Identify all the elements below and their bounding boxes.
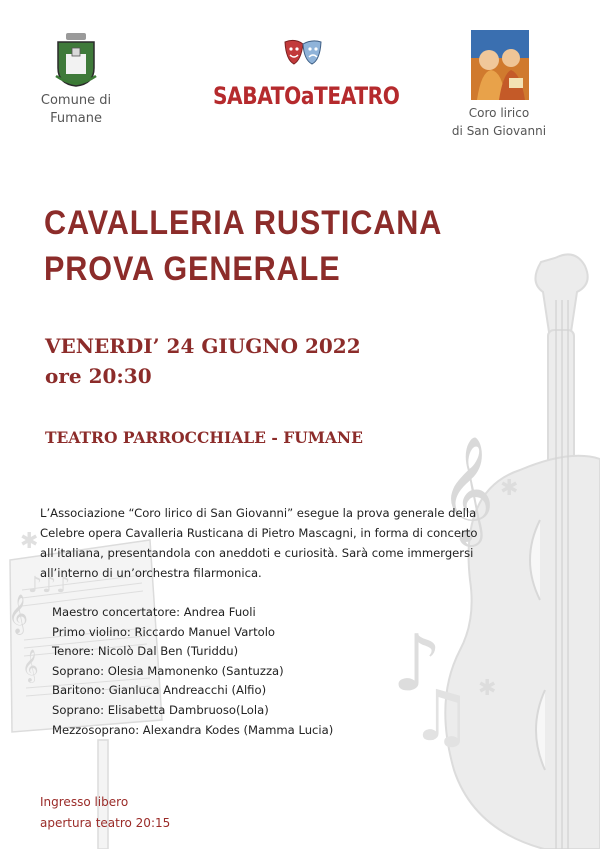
event-title-line1: CAVALLERIA RUSTICANA xyxy=(44,204,443,242)
coro-label xyxy=(440,104,558,140)
event-title-line2: PROVA GENERALE xyxy=(44,250,341,288)
svg-text:𝄞: 𝄞 xyxy=(440,435,495,542)
event-date: VENERDI’ 24 GIUGNO 2022 xyxy=(45,334,361,358)
description-line: Celebre opera Cavalleria Rusticana di Pietro Mascagni, in forma di concerto xyxy=(40,526,478,540)
description-line: all’interno di un’orchestra filarmonica. xyxy=(40,566,262,580)
description-line: all’italiana, presentandola con aneddoti e curiosità. Sarà come immergersi xyxy=(40,546,474,560)
svg-text:✱: ✱ xyxy=(500,476,519,501)
theater-masks-icon xyxy=(281,38,325,68)
brand-title: SABATOaTEATRO xyxy=(212,82,400,110)
entry-free: Ingresso libero xyxy=(40,795,129,809)
svg-text:♪♪♪: ♪♪♪ xyxy=(28,573,71,598)
svg-text:✱: ✱ xyxy=(20,529,39,554)
event-title xyxy=(44,200,530,292)
event-venue: TEATRO PARROCCHIALE - FUMANE xyxy=(45,428,363,447)
svg-text:𝄞: 𝄞 xyxy=(8,594,29,634)
cast-item: Maestro concertatore: Andrea Fuoli xyxy=(52,605,256,619)
cast-item: Primo violino: Riccardo Manuel Vartolo xyxy=(52,624,276,639)
cast-item: Mezzosoprano: Alexandra Kodes (Mamma Lucia) xyxy=(52,722,334,737)
cast-item: Baritono: Gianluca Andreacchi (Alfio) xyxy=(52,683,267,698)
svg-text:♪: ♪ xyxy=(392,619,442,709)
comune-label xyxy=(28,92,124,128)
comune-label-line2: Fumane xyxy=(50,111,102,126)
comune-crest-logo xyxy=(52,32,100,88)
event-datetime xyxy=(45,331,445,391)
event-time: ore 20:30 xyxy=(45,364,152,388)
cast-list xyxy=(52,603,412,740)
svg-text:✱: ✱ xyxy=(478,676,497,701)
cast-item: Soprano: Olesia Mamonenko (Santuzza) xyxy=(52,663,284,678)
entry-info xyxy=(40,792,340,834)
opening-time: apertura teatro 20:15 xyxy=(40,816,171,830)
coro-lirico-logo xyxy=(471,30,529,100)
event-description xyxy=(40,503,560,583)
svg-text:♫: ♫ xyxy=(410,675,473,757)
coro-label-line2: di San Giovanni xyxy=(451,124,547,138)
svg-text:𝄞: 𝄞 xyxy=(22,649,39,682)
coro-label-line1: Coro lirico xyxy=(468,106,530,120)
description-line: L’Associazione “Coro lirico di San Giovanni” esegue la prova generale della xyxy=(40,506,477,520)
cast-item: Soprano: Elisabetta Dambruoso(Lola) xyxy=(52,702,269,717)
comune-label-line1: Comune di xyxy=(40,93,112,108)
cast-item: Tenore: Nicolò Dal Ben (Turiddu) xyxy=(52,644,239,659)
